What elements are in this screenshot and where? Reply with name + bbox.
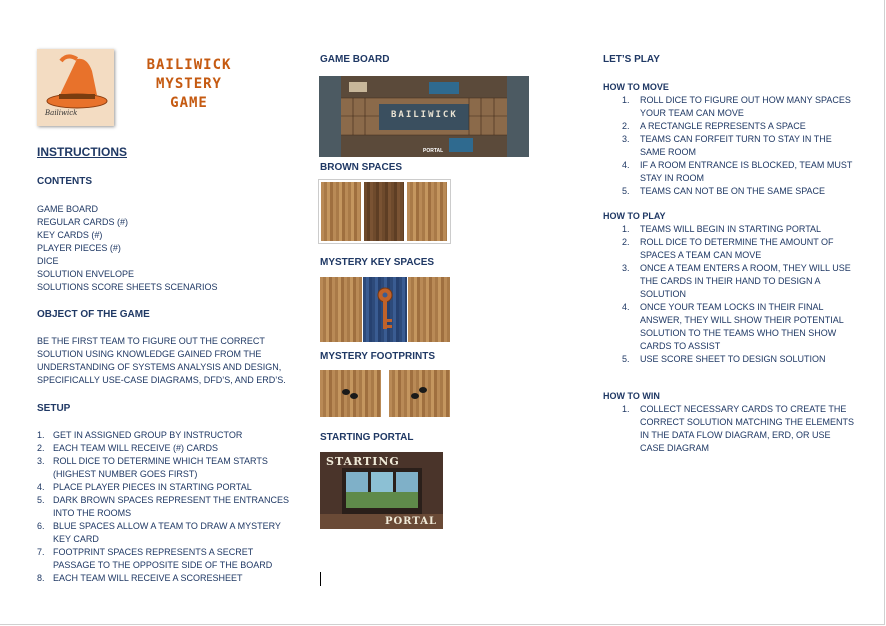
move-item [623, 159, 852, 185]
list-item-text: DARK BROWN SPACES REPRESENT THE ENTRANCES [53, 495, 290, 505]
setup-item [37, 455, 289, 481]
starting-portal-image [320, 452, 443, 529]
setup-item [37, 481, 289, 494]
footprint-icon [320, 370, 381, 417]
list-number: 3. [37, 456, 45, 466]
footprint-space [389, 370, 450, 417]
list-item-text: EACH TEAM WILL RECEIVE (#) CARDS [53, 443, 219, 453]
move-item [623, 185, 852, 198]
text-cursor [320, 572, 321, 586]
win-list [624, 403, 854, 455]
list-number: 1. [622, 224, 630, 234]
move-list [624, 94, 852, 198]
list-number: 4. [622, 302, 630, 312]
list-item-text: SOLUTION [640, 289, 687, 299]
logo-image [37, 49, 114, 126]
logo-signature: Bailiwick [45, 109, 78, 117]
play-item [623, 301, 851, 353]
setup-item [37, 429, 289, 442]
footprints-heading: MYSTERY FOOTPRINTS [320, 351, 436, 362]
contents-item: KEY CARDS (#) [37, 230, 103, 240]
object-line: SOLUTION USING KNOWLEDGE GAINED FROM THE [37, 349, 262, 359]
list-item-text: KEY CARD [53, 534, 99, 544]
play-item [623, 353, 851, 366]
contents-heading: CONTENTS [37, 176, 92, 187]
list-item-text: TEAMS CAN NOT BE ON THE SAME SPACE [640, 186, 826, 196]
lets-play-heading: LET’S PLAY [603, 54, 660, 65]
object-heading: OBJECT OF THE GAME [37, 309, 150, 320]
list-item-text: COLLECT NECESSARY CARDS TO CREATE THE [640, 404, 847, 414]
how-to-win-heading: HOW TO WIN [603, 391, 660, 401]
list-item-text: GET IN ASSIGNED GROUP BY INSTRUCTOR [53, 430, 243, 440]
list-item-text: PASSAGE TO THE OPPOSITE SIDE OF THE BOARD [53, 560, 273, 570]
list-number: 2. [622, 121, 630, 131]
how-to-play-heading: HOW TO PLAY [603, 211, 666, 221]
brown-spaces-image [318, 179, 451, 244]
win-item [623, 403, 854, 455]
list-item-text: THE CARDS IN THEIR HAND TO DESIGN A [640, 276, 821, 286]
play-list [624, 223, 851, 366]
list-item-text: CARDS TO ASSIST [640, 341, 721, 351]
setup-item [37, 546, 289, 572]
object-text [37, 335, 286, 387]
key-space-wood [408, 277, 450, 342]
list-item-text: TEAMS WILL BEGIN IN STARTING PORTAL [640, 224, 822, 234]
move-item [623, 133, 852, 159]
list-number: 7. [37, 547, 45, 557]
brown-space-light [407, 182, 447, 241]
list-item-text: EACH TEAM WILL RECEIVE A SCORESHEET [53, 573, 243, 583]
list-item-text: USE SCORE SHEET TO DESIGN SOLUTION [640, 354, 826, 364]
contents-item: GAME BOARD [37, 204, 99, 214]
list-item-text: ROLL DICE TO DETERMINE WHICH TEAM STARTS [53, 456, 268, 466]
list-number: 5. [622, 354, 630, 364]
portal-bottom-label: PORTAL [384, 516, 437, 527]
list-item-text: ROLL DICE TO FIGURE OUT HOW MANY SPACES [640, 95, 851, 105]
list-item-text: (HIGHEST NUMBER GOES FIRST) [53, 469, 198, 479]
game-board-heading: GAME BOARD [320, 54, 390, 65]
list-item-text: SOLUTION TO THE TEAMS WHO THEN SHOW [640, 328, 837, 338]
contents-list [37, 203, 218, 294]
list-number: 3. [622, 263, 630, 273]
list-item-text: TEAMS CAN FORFEIT TURN TO STAY IN THE [640, 134, 832, 144]
list-item-text: STAY IN ROOM [640, 173, 705, 183]
brown-spaces-heading: BROWN SPACES [320, 162, 403, 173]
play-item [623, 236, 851, 262]
contents-item: PLAYER PIECES (#) [37, 243, 121, 253]
page-title: BAILIWICK MYSTERY GAME [146, 57, 232, 111]
setup-item [37, 572, 289, 585]
setup-item [37, 442, 289, 455]
list-item-text: ANSWER, THEY WILL SHOW THEIR POTENTIAL [640, 315, 844, 325]
list-number: 4. [622, 160, 630, 170]
list-number: 1. [622, 95, 630, 105]
key-space-blue [363, 277, 407, 342]
list-number: 5. [37, 495, 45, 505]
portal-top-label: STARTING [326, 455, 400, 468]
list-item-text: ONCE A TEAM ENTERS A ROOM, THEY WILL USE [640, 263, 851, 273]
list-number: 2. [37, 443, 45, 453]
list-item-text: IN THE DATA FLOW DIAGRAM, ERD, OR USE [640, 430, 831, 440]
list-item-text: FOOTPRINT SPACES REPRESENTS A SECRET [53, 547, 254, 557]
brown-space-dark [364, 182, 404, 241]
contents-item: DICE [37, 256, 59, 266]
list-number: 8. [37, 573, 45, 583]
instructions-heading: INSTRUCTIONS [37, 145, 127, 159]
list-number: 4. [37, 482, 45, 492]
list-number: 3. [622, 134, 630, 144]
portal-heading: STARTING PORTAL [320, 432, 414, 443]
game-board-image [319, 76, 529, 157]
list-number: 6. [37, 521, 45, 531]
move-item [623, 94, 852, 120]
list-item-text: SPACES A TEAM CAN MOVE [640, 250, 762, 260]
play-item [623, 262, 851, 301]
list-item-text: ONCE YOUR TEAM LOCKS IN THEIR FINAL [640, 302, 824, 312]
move-item [623, 120, 852, 133]
list-item-text: IF A ROOM ENTRANCE IS BLOCKED, TEAM MUST [640, 160, 853, 170]
object-line: SPECIFICALLY USE-CASE DIAGRAMS, DFD’S, AND ERD’S. [37, 375, 286, 385]
list-item-text: PLACE PLAYER PIECES IN STARTING PORTAL [53, 482, 252, 492]
contents-item: SOLUTION ENVELOPE [37, 269, 135, 279]
footprint-space [320, 370, 381, 417]
key-spaces-image [320, 277, 450, 342]
footprint-icon [389, 370, 450, 417]
brown-space-light [321, 182, 361, 241]
list-item-text: INTO THE ROOMS [53, 508, 132, 518]
setup-item [37, 520, 289, 546]
object-line: BE THE FIRST TEAM TO FIGURE OUT THE CORRECT [37, 336, 265, 346]
list-item-text: SAME ROOM [640, 147, 697, 157]
board-label: BAILIWICK [391, 110, 458, 120]
object-line: UNDERSTANDING OF SYSTEMS ANALYSIS AND DESIGN, [37, 362, 282, 372]
setup-heading: SETUP [37, 403, 71, 414]
list-item-text: CORRECT SOLUTION MATCHING THE ELEMENTS [640, 417, 855, 427]
list-item-text: YOUR TEAM CAN MOVE [640, 108, 744, 118]
list-item-text: A RECTANGLE REPRESENTS A SPACE [640, 121, 806, 131]
board-portal-label: PORTAL [423, 148, 444, 154]
list-number: 1. [37, 430, 45, 440]
contents-item: SOLUTIONS SCORE SHEETS SCENARIOS [37, 282, 218, 292]
setup-list [37, 429, 289, 585]
how-to-move-heading: HOW TO MOVE [603, 82, 669, 92]
contents-item: REGULAR CARDS (#) [37, 217, 129, 227]
key-spaces-heading: MYSTERY KEY SPACES [320, 257, 435, 268]
list-number: 2. [622, 237, 630, 247]
footprints-image [320, 370, 450, 417]
list-item-text: BLUE SPACES ALLOW A TEAM TO DRAW A MYSTERY [53, 521, 281, 531]
key-space-wood [320, 277, 362, 342]
list-number: 1. [622, 404, 630, 414]
list-item-text: CASE DIAGRAM [640, 443, 710, 453]
list-item-text: ROLL DICE TO DETERMINE THE AMOUNT OF [640, 237, 834, 247]
play-item [623, 223, 851, 236]
list-number: 5. [622, 186, 630, 196]
setup-item [37, 494, 289, 520]
key-icon [363, 277, 407, 342]
